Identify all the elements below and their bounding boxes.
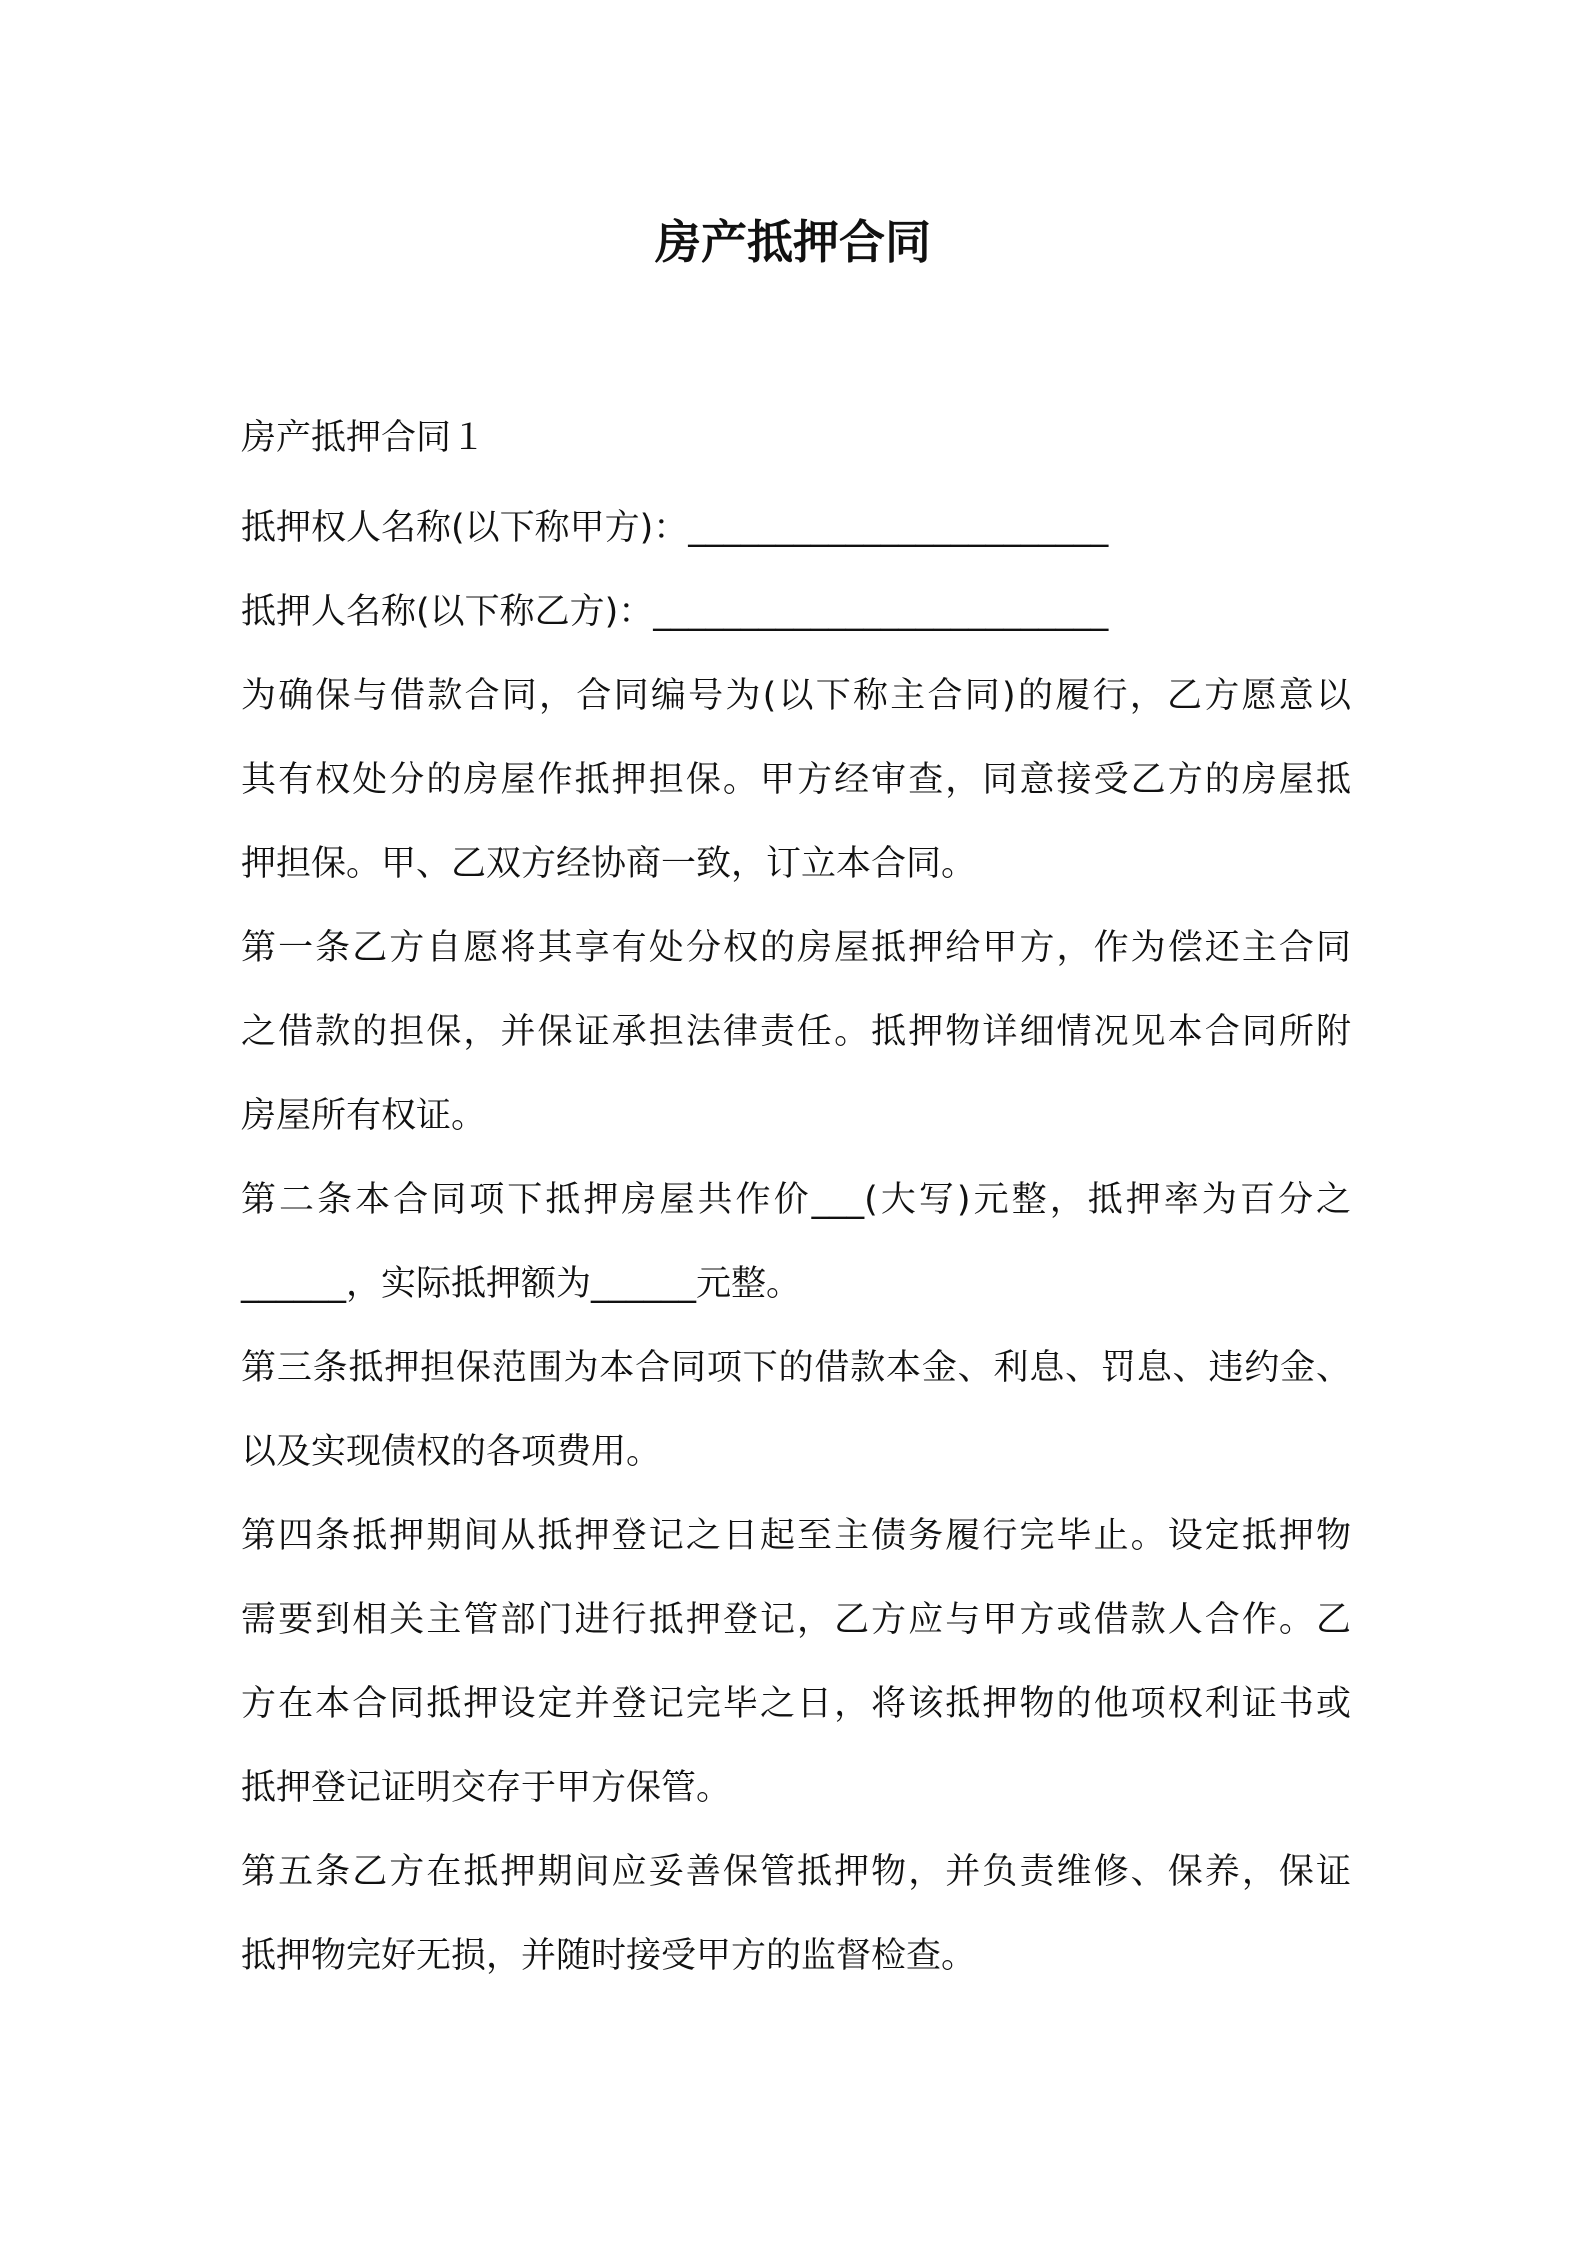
article-3-line: 以及实现债权的各项费用。 (241, 1432, 662, 1472)
article-2-line: ______，实际抵押额为______元整。 (241, 1264, 802, 1304)
article-4-line: 抵押登记证明交存于甲方保管。 (241, 1768, 732, 1808)
article-4-line: 第四条抵押期间从抵押登记之日起至主债务履行完毕止。设定抵押物 (241, 1516, 1351, 1556)
article-5-line: 抵押物完好无损，并随时接受甲方的监督检查。 (241, 1936, 977, 1976)
paragraph-line: 押担保。甲、乙双方经协商一致，订立本合同。 (241, 844, 977, 884)
article-4-line: 方在本合同抵押设定并登记完毕之日，将该抵押物的他项权利证书或 (241, 1684, 1351, 1724)
article-1-line: 第一条乙方自愿将其享有处分权的房屋抵押给甲方，作为偿还主合同 (241, 928, 1351, 968)
mortgagee-name-field: 抵押权人名称(以下称甲方)：________________________ (241, 508, 1109, 548)
document-title: 房产抵押合同 (655, 215, 931, 269)
paragraph-line: 其有权处分的房屋作抵押担保。甲方经审查，同意接受乙方的房屋抵 (241, 760, 1351, 800)
mortgagor-name-field: 抵押人名称(以下称乙方)：__________________________ (241, 592, 1109, 632)
article-4-line: 需要到相关主管部门进行抵押登记，乙方应与甲方或借款人合作。乙 (241, 1600, 1351, 1640)
section-heading: 房产抵押合同１ (241, 418, 487, 458)
paragraph-line: 为确保与借款合同，合同编号为(以下称主合同)的履行，乙方愿意以 (241, 676, 1351, 716)
article-2-line: 第二条本合同项下抵押房屋共作价___(大写)元整，抵押率为百分之 (241, 1180, 1351, 1220)
article-1-line: 房屋所有权证。 (241, 1096, 487, 1136)
article-3-line: 第三条抵押担保范围为本合同项下的借款本金、利息、罚息、违约金、 (241, 1348, 1351, 1388)
article-5-line: 第五条乙方在抵押期间应妥善保管抵押物，并负责维修、保养，保证 (241, 1852, 1351, 1892)
article-1-line: 之借款的担保，并保证承担法律责任。抵押物详细情况见本合同所附 (241, 1012, 1351, 1052)
